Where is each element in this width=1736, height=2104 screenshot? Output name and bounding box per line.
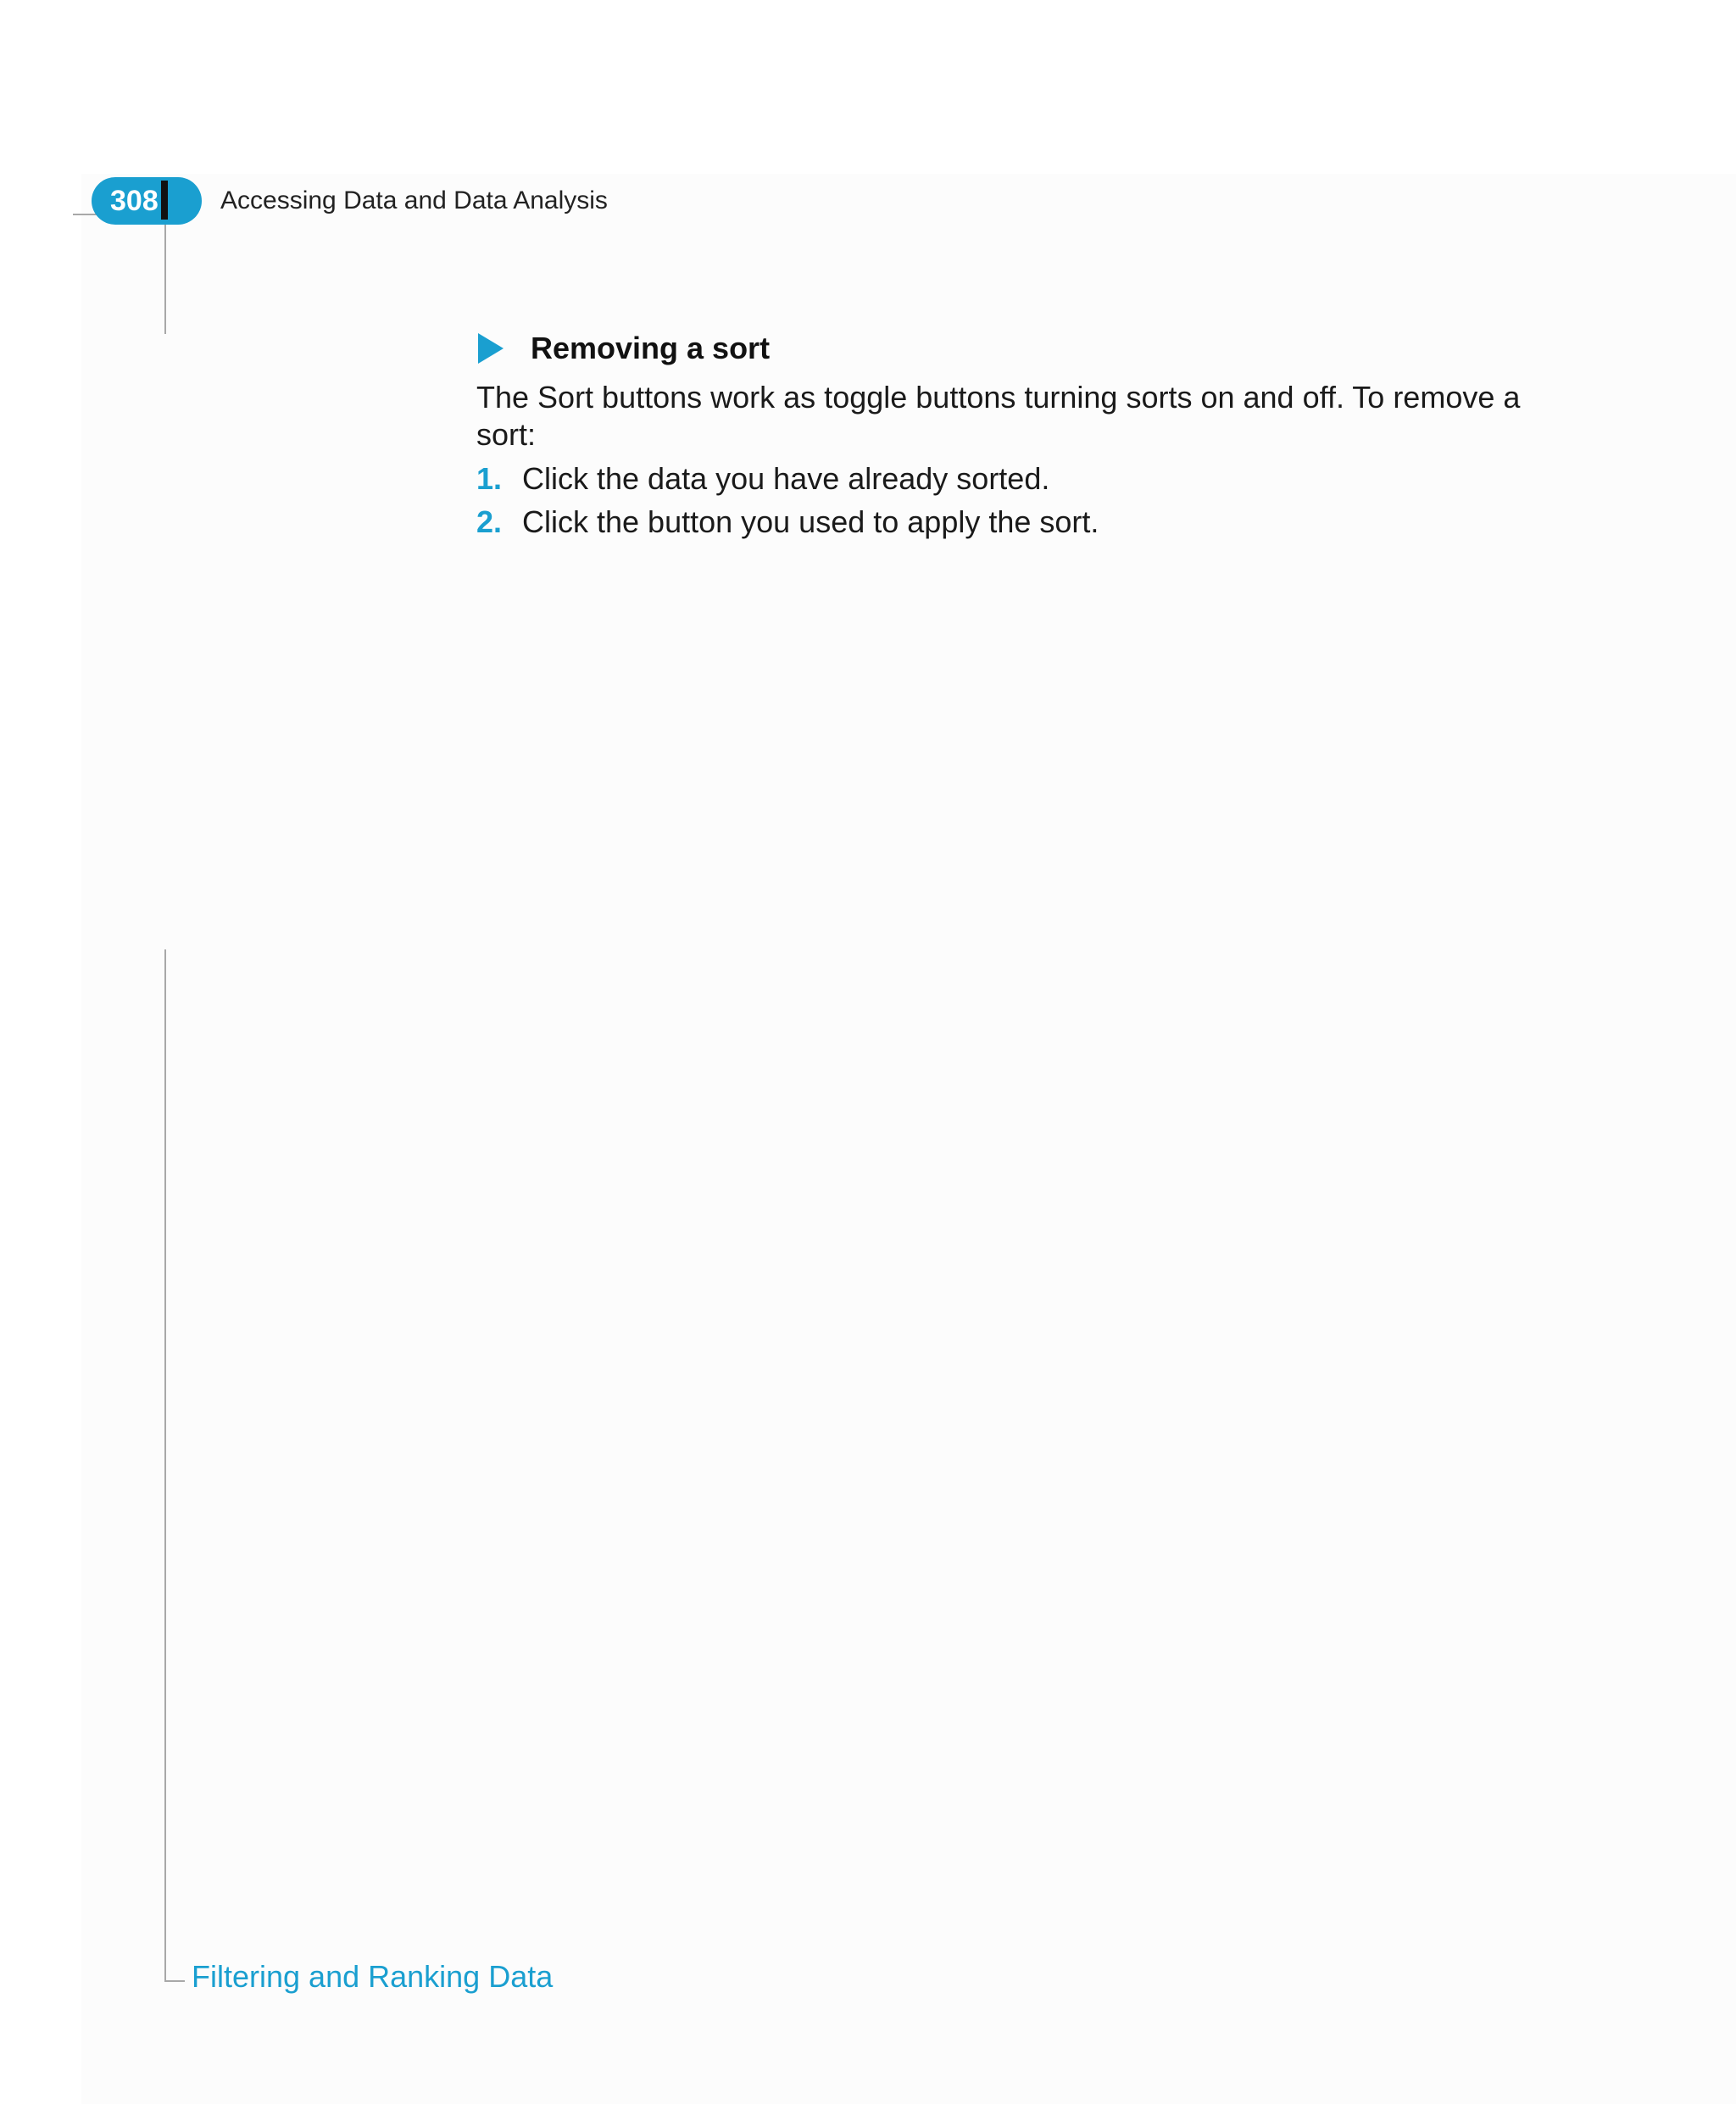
- section-body: The Sort buttons work as toggle buttons turning sorts on and off. To remove a sort:: [476, 380, 1521, 452]
- triangle-right-icon: [478, 333, 504, 364]
- step-number: 2.: [476, 504, 503, 539]
- list-item: [476, 503, 1099, 546]
- badge-marker: [161, 181, 168, 220]
- list-item: [476, 459, 1099, 503]
- step-list: [476, 459, 1099, 546]
- page-number: 308: [110, 185, 159, 217]
- footer-rule: [164, 1980, 185, 1982]
- running-foot: Filtering and Ranking Data: [192, 1959, 554, 1994]
- step-number: 1.: [476, 461, 503, 496]
- step-text: Click the button you used to apply the sort.: [522, 504, 1099, 539]
- margin-rule-upper: [164, 222, 166, 334]
- step-text: Click the data you have already sorted.: [522, 461, 1050, 496]
- section-title: Removing a sort: [531, 331, 771, 365]
- margin-rule-lower: [164, 949, 166, 1982]
- running-head: Accessing Data and Data Analysis: [220, 186, 608, 214]
